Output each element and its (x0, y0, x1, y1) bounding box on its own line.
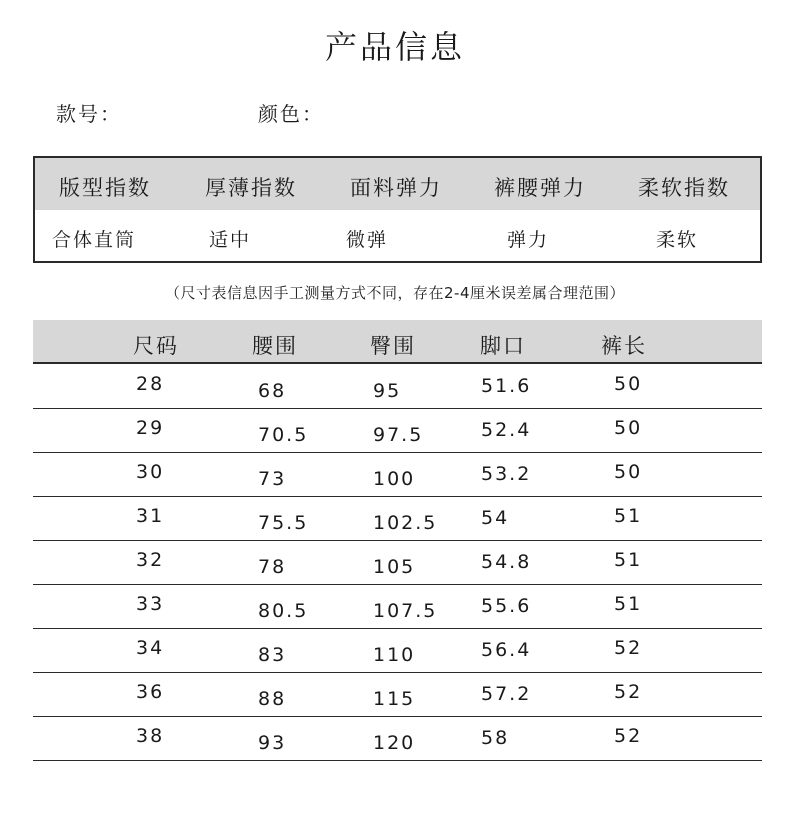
table-row (33, 629, 762, 673)
index-header-waist-stretch: 裤腰弹力 (494, 176, 586, 200)
length-cell: 52 (614, 637, 643, 659)
table-row (33, 497, 762, 541)
waist-cell: 75.5 (258, 512, 309, 534)
waist-cell: 88 (258, 688, 287, 710)
index-value-fabric-stretch: 微弹 (346, 229, 389, 251)
size-cell: 36 (136, 681, 165, 703)
hip-cell: 115 (373, 688, 416, 710)
size-header-hem: 脚口 (480, 334, 526, 358)
waist-cell: 80.5 (258, 600, 309, 622)
hem-cell: 58 (481, 727, 510, 749)
style-number-label: 款号： (56, 102, 122, 126)
length-cell: 50 (614, 417, 643, 439)
hip-cell: 95 (373, 380, 402, 402)
waist-cell: 73 (258, 468, 287, 490)
hem-cell: 53.2 (481, 463, 532, 485)
hem-cell: 56.4 (481, 639, 532, 661)
length-cell: 52 (614, 725, 643, 747)
hem-cell: 51.6 (481, 375, 532, 397)
hip-cell: 110 (373, 644, 416, 666)
hem-cell: 54.8 (481, 551, 532, 573)
measurement-note: （尺寸表信息因手工测量方式不同，存在2-4厘米误差属合理范围） (164, 284, 625, 302)
table-row (33, 717, 762, 761)
hip-cell: 107.5 (373, 600, 438, 622)
size-cell: 31 (136, 505, 165, 527)
hem-cell: 55.6 (481, 595, 532, 617)
size-cell: 33 (136, 593, 165, 615)
table-row (33, 673, 762, 717)
index-value-softness: 柔软 (656, 229, 699, 251)
hip-cell: 102.5 (373, 512, 438, 534)
index-table (33, 156, 762, 263)
index-header-thickness: 厚薄指数 (205, 176, 297, 200)
waist-cell: 83 (258, 644, 287, 666)
hem-cell: 54 (481, 507, 510, 529)
size-header-size: 尺码 (133, 334, 179, 358)
hip-cell: 97.5 (373, 424, 424, 446)
length-cell: 52 (614, 681, 643, 703)
hip-cell: 105 (373, 556, 416, 578)
length-cell: 50 (614, 461, 643, 483)
index-table-header (35, 158, 760, 210)
hem-cell: 52.4 (481, 419, 532, 441)
waist-cell: 68 (258, 380, 287, 402)
length-cell: 51 (614, 549, 643, 571)
size-header-waist: 腰围 (252, 334, 298, 358)
waist-cell: 70.5 (258, 424, 309, 446)
size-cell: 29 (136, 417, 165, 439)
hip-cell: 100 (373, 468, 416, 490)
index-header-fit: 版型指数 (59, 176, 151, 200)
table-row (33, 365, 762, 409)
length-cell: 51 (614, 593, 643, 615)
size-header-length: 裤长 (601, 334, 647, 358)
size-cell: 28 (136, 373, 165, 395)
waist-cell: 78 (258, 556, 287, 578)
size-cell: 30 (136, 461, 165, 483)
index-value-waist-stretch: 弹力 (507, 229, 550, 251)
page-title: 产品信息 (324, 28, 465, 66)
table-row (33, 585, 762, 629)
index-value-fit: 合体直筒 (52, 229, 137, 251)
size-cell: 38 (136, 725, 165, 747)
hip-cell: 120 (373, 732, 416, 754)
length-cell: 50 (614, 373, 643, 395)
index-header-softness: 柔软指数 (638, 176, 730, 200)
size-table-header (33, 320, 762, 364)
table-row (33, 453, 762, 497)
hem-cell: 57.2 (481, 683, 532, 705)
table-row (33, 541, 762, 585)
size-cell: 32 (136, 549, 165, 571)
length-cell: 51 (614, 505, 643, 527)
color-label: 颜色： (258, 102, 324, 126)
index-value-thickness: 适中 (209, 229, 252, 251)
table-row (33, 409, 762, 453)
index-header-fabric-stretch: 面料弹力 (350, 176, 442, 200)
index-table-values (35, 210, 760, 261)
waist-cell: 93 (258, 732, 287, 754)
size-header-hip: 臀围 (370, 334, 416, 358)
size-cell: 34 (136, 637, 165, 659)
